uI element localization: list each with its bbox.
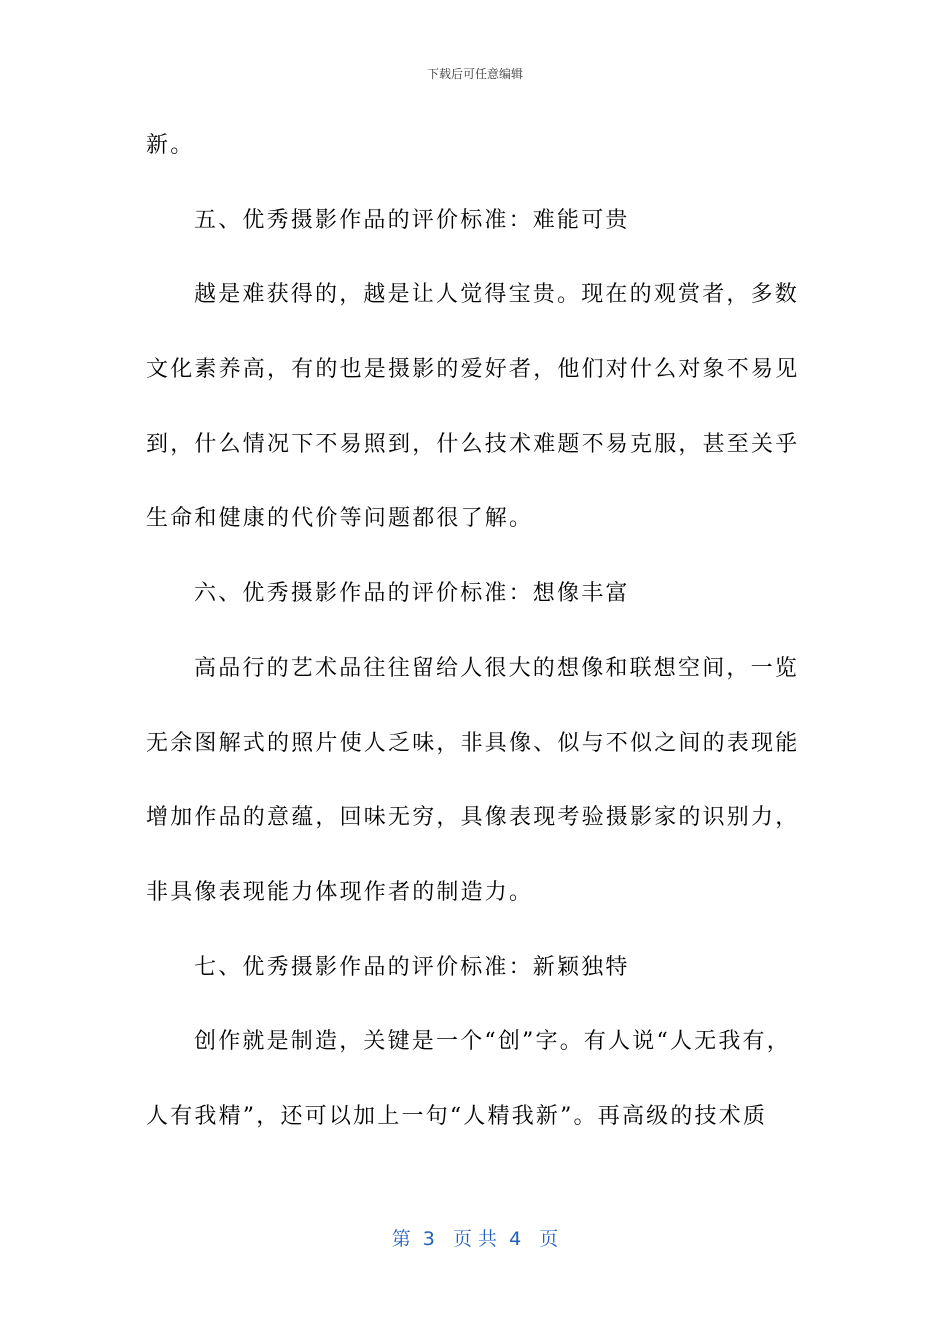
paragraph-line: 无余图解式的照片使人乏味，非具像、似与不似之间的表现能	[146, 730, 800, 756]
paragraph-line: 人有我精”，还可以加上一句“人精我新”。再高级的技术质	[146, 1103, 768, 1129]
section-heading-5: 五、优秀摄影作品的评价标准：难能可贵	[194, 207, 630, 233]
paragraph-line: 增加作品的意蕴，回味无穷，具像表现考验摄影家的识别力，	[146, 805, 800, 831]
paragraph-line: 生命和健康的代价等问题都很了解。	[146, 506, 534, 532]
paragraph-line: 越是难获得的，越是让人觉得宝贵。现在的观赏者，多数	[194, 282, 800, 308]
paragraph-line: 到，什么情况下不易照到，什么技术难题不易克服，甚至关乎	[146, 431, 800, 457]
section-heading-6: 六、优秀摄影作品的评价标准：想像丰富	[194, 581, 630, 607]
paragraph-line: 高品行的艺术品往往留给人很大的想像和联想空间，一览	[194, 655, 800, 681]
page-number-footer: 第 3 页 共 4 页	[391, 1228, 559, 1250]
document-body	[146, 124, 806, 1170]
page-header-note: 下载后可任意编辑	[426, 67, 523, 81]
paragraph-line: 创作就是制造，关键是一个“创”字。有人说“人无我有，	[194, 1029, 791, 1055]
paragraph-line: 非具像表现能力体现作者的制造力。	[146, 879, 534, 905]
section-heading-7: 七、优秀摄影作品的评价标准：新颖独特	[194, 954, 630, 980]
paragraph-line: 文化素养高，有的也是摄影的爱好者，他们对什么对象不易见	[146, 357, 800, 383]
paragraph-line: 新。	[146, 133, 195, 158]
